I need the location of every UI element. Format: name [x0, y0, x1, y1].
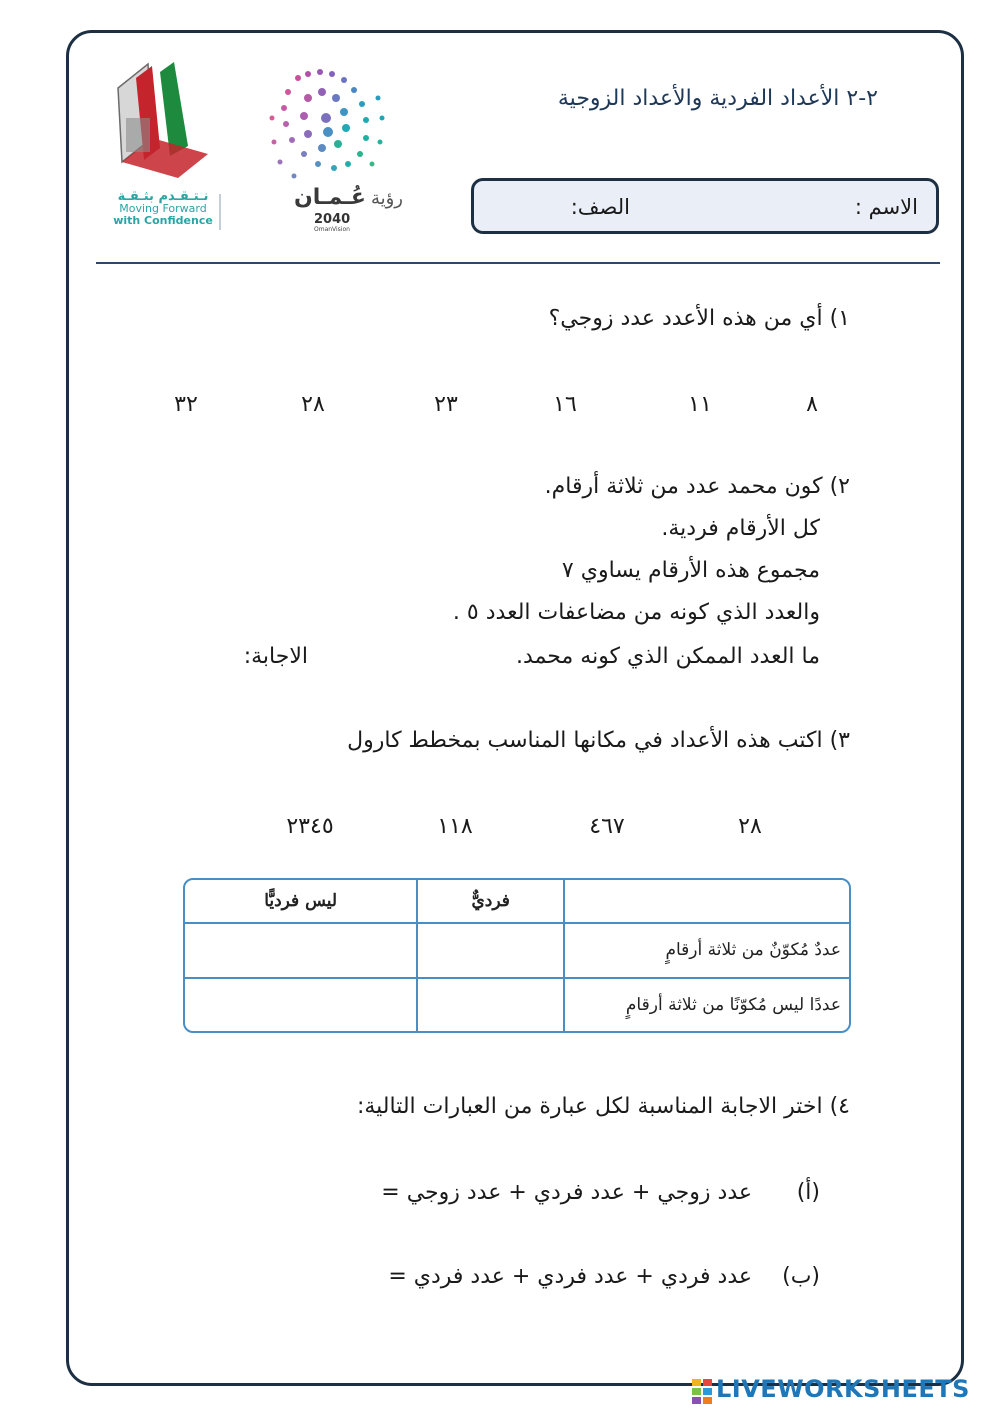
carroll-row: [185, 922, 849, 977]
liveworksheets-icon: [692, 1379, 712, 1405]
q2-condition: كل الأرقام فردية.: [661, 516, 820, 541]
q1-number-option[interactable]: ١١: [688, 392, 712, 417]
worksheet-title: ٢-٢ الأعداد الفردية والأعداد الزوجية: [557, 86, 878, 111]
question-4: ٤) اختر الاجابة المناسبة لكل عبارة من العبارات التالية:: [356, 1094, 850, 1119]
carroll-drop-cell[interactable]: [416, 922, 563, 977]
vision-sub: OmanVision: [314, 226, 350, 233]
carroll-row-not-three-digit: عددًا ليس مُكوّنًا من ثلاثة أرقامٍ: [563, 977, 849, 1032]
q4-label-a: (أ): [796, 1180, 820, 1205]
q4-answer-a-field[interactable]: [260, 1180, 360, 1210]
name-label: الاسم :: [854, 195, 918, 219]
vision-word: رؤية: [370, 188, 403, 209]
q2-answer-field[interactable]: [150, 644, 226, 674]
q3-number[interactable]: ٢٣٤٥: [286, 814, 334, 839]
carroll-drop-cell[interactable]: [185, 977, 416, 1032]
q4-statement-b: عدد فردي + عدد فردي + عدد فردي =: [388, 1264, 752, 1289]
q3-number[interactable]: ١١٨: [437, 814, 473, 839]
q3-number[interactable]: ٤٦٧: [589, 814, 625, 839]
logo-english-line2: with Confidence: [113, 214, 213, 227]
oman-vision-wordmark: [294, 185, 403, 210]
q1-number-option[interactable]: ٨: [806, 392, 818, 417]
name-class-box[interactable]: [471, 178, 939, 234]
question-3: ٣) اكتب هذه الأعداد في مكانها المناسب بمخطط كارول: [347, 728, 850, 753]
q2-condition: مجموع هذه الأرقام يساوي ٧: [561, 558, 820, 583]
q2-question: ما العدد الممكن الذي كونه محمد.: [516, 644, 820, 669]
class-label: الصف:: [570, 195, 630, 219]
carroll-col-odd: فرديٌّ: [416, 880, 563, 922]
moving-forward-logo: [112, 191, 214, 227]
carroll-row-three-digit: عددٌ مُكوّنٌ من ثلاثة أرقامٍ: [563, 922, 849, 977]
carroll-row: [185, 977, 849, 1032]
vision-year: 2040: [314, 212, 351, 227]
q1-number-option[interactable]: ١٦: [553, 392, 577, 417]
vision-swirl-icon: [270, 69, 385, 179]
q4-label-b: (ب): [782, 1264, 820, 1289]
q2-condition: والعدد الذي كونه من مضاعفات العدد ٥ .: [452, 600, 820, 625]
q1-number-option[interactable]: ٣٢: [174, 392, 198, 417]
oman-word: عُـمـان: [294, 185, 366, 210]
question-2: ٢) كون محمد عدد من ثلاثة أرقام.: [544, 474, 850, 499]
question-1: ١) أي من هذه الأعدد عدد زوجي؟: [548, 306, 850, 331]
logo-english-line1: Moving Forward: [119, 202, 207, 215]
q2-answer-label: الاجابة:: [243, 644, 308, 669]
header-divider: [96, 262, 940, 264]
carroll-diagram: [183, 878, 851, 1033]
header-logos: [108, 58, 438, 238]
emblem-icon: [118, 62, 208, 178]
q1-number-option[interactable]: ٢٣: [434, 392, 458, 417]
liveworksheets-logo: [692, 1375, 992, 1409]
q4-answer-b-field[interactable]: [260, 1264, 360, 1294]
carroll-drop-cell[interactable]: [416, 977, 563, 1032]
q4-statement-a: عدد زوجي + عدد فردي + عدد زوجي =: [381, 1180, 752, 1205]
q1-number-option[interactable]: ٢٨: [301, 392, 325, 417]
carroll-col-not-odd: ليس فرديًّا: [264, 891, 338, 911]
carroll-header-row: [185, 880, 849, 922]
carroll-corner-cell: [563, 880, 849, 922]
q3-number[interactable]: ٢٨: [738, 814, 762, 839]
logo-arabic-slogan: نـتـقـدم بثـقـة: [117, 189, 209, 204]
liveworksheets-brand: LIVEWORKSHEETS: [716, 1375, 970, 1403]
carroll-drop-cell[interactable]: [185, 922, 416, 977]
